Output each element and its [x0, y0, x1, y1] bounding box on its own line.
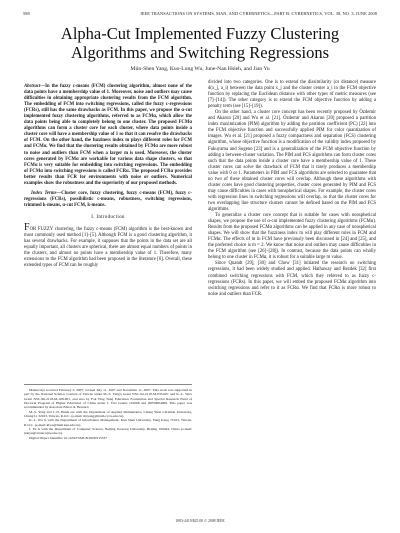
- journal-header: IEEE TRANSACTIONS ON SYSTEMS, MAN, AND CYBERNETICS—PART B: CYBERNETICS, VOL. 38, NO. 3, JUNE 2008: [140, 11, 377, 16]
- body-paragraph: On the other hand, a cluster core concept has been recently proposed by Özdemir and Akarun [20] and Wu et al. [21]. Özdemir and Akarun [20] proposed a partition index maximization (PIM) algorithm by adding the partition coefficient (PC) [22] into the FCM objective function and successfully applied PIM for color quantization of images. Wu et al. [21] proposed a fuzzy compactness and separation (FCS) clustering algorithm, whose objective function is a modification of the validity index proposed by Fukuyama and Sugeno [23] and is a generalization of the FCM objective function by adding a between-cluster variation. The PIM and FCS algorithms can form cluster cores such that the data points inside a cluster core have a membership value of 1. These cluster cores can solve the drawback of FCM that it rarely produces a membership value with 0 or 1. Parameters in PIM and FCS algorithms are selected to guarantee that no two of these obtained cluster cores will overlap. Although these algorithms with cluster cores have good clustering properties, cluster cores generated by PIM and FCS may cause difficulties in cases with nonspherical shapes. For example, the cluster cores with regression lines in switching regressions will overlap, so that the cluster cores for two overlapping line structure clusters cannot be defined based on the PIM and FCS algorithms.: [208, 110, 376, 212]
- index-terms: [24, 191, 192, 209]
- body-paragraph: To generalize a cluster core concept that is suitable for cases with nonspherical shapes, we propose the use of α-cut implemented fuzzy clustering algorithms (FCMα). Results from the proposed FCMα algorithms can be applied in any case of nonspherical shapes. We will show that the fuzziness index m will play different roles in FCM and FCMα. The effects of m in FCM have previously been discussed in [24] and [25], and the preferred choice is m = 2. We know that noise and outliers may cause difficulties in the FCM algorithm (see [26]–[28]). In contrast, because the data points can wholly belong to one cluster in FCMα, it is robust for a suitable large m value.: [208, 213, 376, 261]
- abstract-text: In the fuzzy c-means (FCM) clustering algorithm, almost none of the data points have a membership value of 1. Moreover, noise and outliers may cause difficulties in obtaining appropriate clustering results from the FCM algorithm. The embedding of FCM into switching regressions, called the fuzzy c-regressions (FCRs), still has the same drawbacks as FCM. In this paper, we propose the α-cut implemented fuzzy clustering algorithms, referred to as FCMα, which allow the data points being able to completely belong to one cluster. The proposed FCMα algorithms can form a cluster core for each cluster, where data points inside a cluster core will have a membership value of 1 so that it can resolve the drawbacks of FCM. On the other hand, the fuzziness index m plays different roles for FCM and FCMα. We find that the clustering results obtained by FCMα are more robust to noise and outliers than FCM when a larger m is used. Moreover, the cluster cores generated by FCMα are workable for various data shape clusters, so that FCMα is very suitable for embedding into switching regressions. The embedding of FCMα into switching regressions is called FCRα. The proposed FCRα provides better results than FCR for environments with noise or outliers. Numerical examples show the robustness and the superiority of our proposed methods.: [24, 84, 192, 186]
- running-head: [23, 11, 377, 16]
- section-heading-introduction: I. Introduction: [91, 214, 125, 220]
- index-terms-text: Cluster core, fuzzy clustering, fuzzy c-means (FCM), fuzzy c-regressions (FCRs), possibilistic c-means, robustness, switching regressions, trimmed k-means, α-cut FCM, k-means.: [24, 190, 192, 208]
- left-column: [24, 84, 192, 269]
- footnote-doi: Digital Object Identifier 10.1109/TSMCB.2008.915537: [29, 435, 108, 440]
- footnote-affiliation-yang-hsieh: M.-S. Yang and J.-N. Hsieh are with the Department of Applied Mathematics, Chung Yuan Christian University, Chung Li 32023, Taiwan, R.O.C. (e-mail: msyang@math.cycu.edu.tw).: [24, 409, 192, 419]
- paper-authors: Miin-Shen Yang, Kuo-Lung Wu, June-Nan Hsieh, and Jian Yu: [130, 66, 270, 72]
- body-paragraph: divided into two categories. One is to extend the dissimilarity (or distance) measure d(x_j, a_i) between the data point x_j and the cluster center a_i in the FCM objective function by replacing the Euclidean distance with other types of metric measures (see [7]–[14]). The other category is to extend the FCM objective function by adding a penalty term (see [15]–[19]).: [208, 80, 376, 110]
- footnote-manuscript: Manuscript received February 5, 2007; revised July 11, 2007 and November 11, 2007. This work was supported in part by the National Science Council of Taiwan under M.-S. Yang's Grant NSC-94-2118-M-033-001 and K.-L. Wu's Grant NSC-96-2118-M-168-001, and also by Fok Ying Tung Education Foundation and Special Research Fund of Doctoral Program of Higher Education of China under J. Yu's Grants 101068 and 20050004008. This paper was recommended by Associate Editor A. Bernard.: [24, 388, 192, 410]
- paper-title: Alpha-Cut Implemented Fuzzy Clustering Algorithms and Switching Regressions: [60, 24, 340, 62]
- copyright-footer: 1083-4419/$25.00 © 2008 IEEE: [175, 519, 225, 523]
- right-column: [208, 80, 376, 298]
- page-number: 588: [23, 11, 30, 16]
- abstract-label: Abstract—: [24, 84, 46, 89]
- footnote-affiliation-yu: J. Yu is with the Department of Computer Science, Beijing Jiaotong University, Beijing 100044, China (e-mail: jianyu@center.njtu.edu.cn).: [24, 427, 192, 436]
- intro-paragraph: FOR FUZZY clustering, the fuzzy c-means (FCM) algorithm is the best-known and most commonly used method [1]–[5]. Although FCM is a good clustering algorithm, it has several drawbacks. For example, it supposes that the points in the data set are all equally important, all clusters are spherical, there are almost equal numbers of points in the clusters, and almost no points have a membership value of 1. Therefore, many extensions to the FCM algorithm had been proposed in the literature [6]. Overall, these extended types of FCM can be roughly: [24, 221, 192, 269]
- abstract: [24, 84, 192, 187]
- footnotes: [24, 384, 192, 440]
- index-terms-label: Index Terms—: [31, 190, 62, 196]
- body-paragraph: Since Quandt [29], [30] and Chow [31] initiated the research on switching regressions, it had been widely studied and applied. Hathaway and Bezdek [32] first combined switching regressions with FCM, which they referred to as fuzzy c-regressions (FCRs). In this paper, we will embed the proposed FCMα algorithm into switching regressions and refer to it as FCRα. We find that FCRα is more robust to noise and outliers than FCR.: [208, 261, 376, 297]
- footnote-affiliation-wu: K.-L. Wu is with the Department of Information Management, Kun Shan University, Yung Kang 71023, Taiwan, R.O.C. (e-mail: klwu@mail.ksu.edu.tw).: [24, 418, 192, 427]
